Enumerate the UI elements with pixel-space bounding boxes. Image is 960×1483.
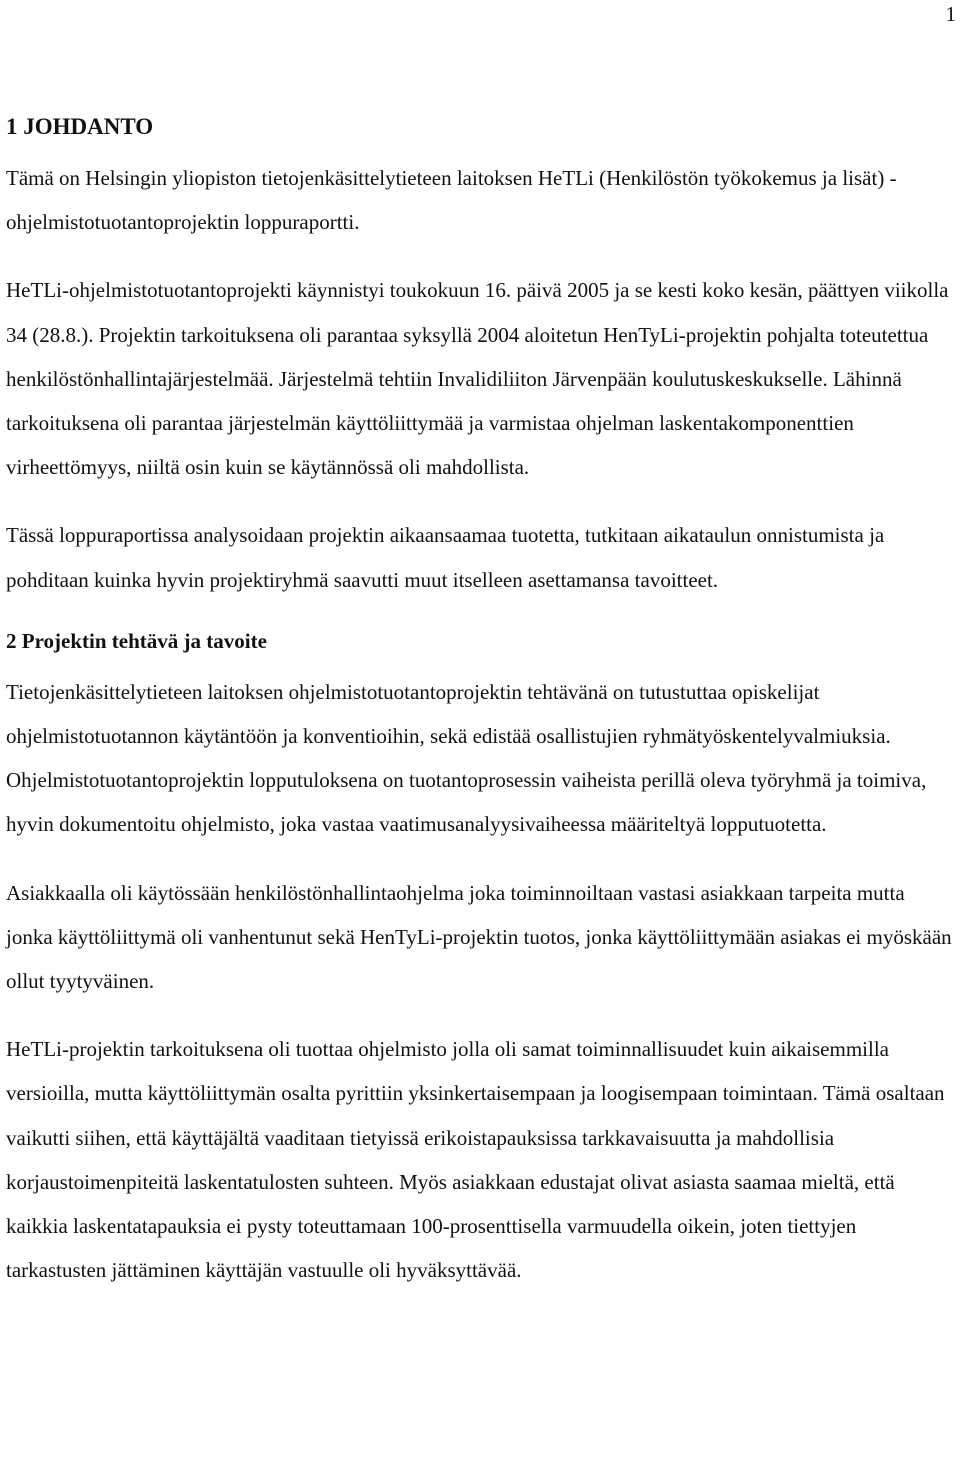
paragraph: Asiakkaalla oli käytössään henkilöstönhallintaohjelma joka toiminnoiltaan vastasi asiakkaan tarpeita mutta jonka käyttöliittymä oli vanhentunut sekä HenTyLi-projektin tuotos, jonka käyttöliittymään asiakas ei myöskään ollut tyytyväinen. (6, 880, 952, 994)
document-body (6, 108, 954, 1316)
page-number: 1 (945, 2, 956, 26)
paragraph: Tässä loppuraportissa analysoidaan projektin aikaansaamaa tuotetta, tutkitaan aikataulun onnistumista ja pohditaan kuinka hyvin projektiryhmä saavutti muut itselleen asettamansa tavoitteet. (6, 523, 885, 592)
section-heading-projektin-tehtava: 2 Projektin tehtävä ja tavoite (6, 628, 267, 653)
paragraph: HeTLi-ohjelmistotuotantoprojekti käynnistyi toukokuun 16. päivä 2005 ja se kesti koko kesän, päättyen viikolla 34 (28.8.). Projektin tarkoituksena oli parantaa syksyllä 2004 aloitetun HenTyLi-projektin pohjalta toteutettua henkilöstönhallintajärjestelmää. Järjestelmä tehtiin Invalidiliiton Järvenpään koulutuskeskukselle. Lähinnä tarkoituksena oli parantaa järjestelmän käyttöliittymää ja varmistaa ohjelman laskentakomponenttien virheettömyys, niiltä osin kuin se käytännössä oli mahdollista. (6, 278, 949, 480)
paragraph: Tietojenkäsittelytieteen laitoksen ohjelmistotuotantoprojektin tehtävänä on tutustuttaa opiskelijat ohjelmistotuotannon käytäntöön ja konventioihin, sekä edistää osallistujien ryhmätyöskentelyvalmiuksia. Ohjelmistotuotantoprojektin lopputuloksena on tuotantoprosessin vaiheista perillä oleva työryhmä ja toimiva, hyvin dokumentoitu ohjelmisto, joka vastaa vaatimusanalyysivaiheessa määriteltyä lopputuotetta. (6, 679, 927, 837)
section-heading-johdanto: 1 JOHDANTO (6, 114, 154, 139)
paragraph: HeTLi-projektin tarkoituksena oli tuottaa ohjelmisto jolla oli samat toiminnallisuudet kuin aikaisemmilla versioilla, mutta käyttöliittymän osalta pyrittiin yksinkertaisempaan ja loogisempaan toimintaan. Tämä osaltaan vaikutti siihen, että käyttäjältä vaaditaan tietyissä erikoistapauksissa tarkkavaisuutta ja mahdollisia korjaustoimenpiteitä laskentatulosten suhteen. Myös asiakkaan edustajat olivat asiasta saamaa mieltä, että kaikkia laskentatapauksia ei pysty toteuttamaan 100-prosenttisella varmuudella oikein, joten tiettyjen tarkastusten jättäminen käyttäjän vastuulle oli hyväksyttävää. (6, 1037, 945, 1283)
paragraph: Tämä on Helsingin yliopiston tietojenkäsittelytieteen laitoksen HeTLi (Henkilöstön työkokemus ja lisät) -ohjelmistotuotantoprojektin loppuraportti. (6, 166, 897, 235)
